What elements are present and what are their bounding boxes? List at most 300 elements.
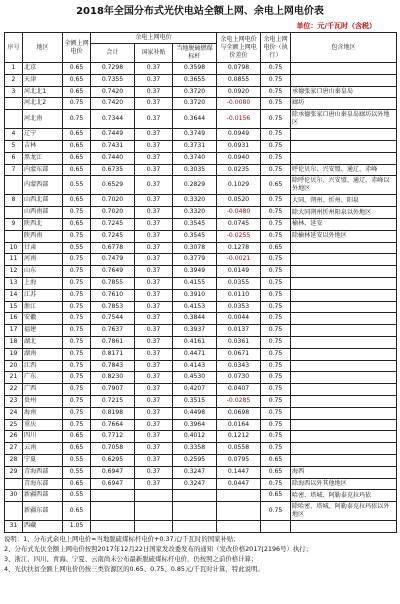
- cell-full-price: 0.65: [63, 195, 91, 207]
- cell-total: 0.7245: [91, 230, 135, 242]
- cell-seq: 29: [5, 466, 23, 478]
- cell-region: 安徽: [23, 313, 63, 325]
- cell-subsidy: 0.37: [135, 466, 173, 478]
- cell-total: 0.6778: [91, 242, 135, 254]
- cell-coal-price: 0.3515: [173, 395, 217, 407]
- note-1: 说明：1、分布式余电上网电价=当地脱硫煤标杆电价+0.37元/千瓦时的国家补贴；: [4, 534, 240, 543]
- cell-coal-price: 0.4498: [173, 407, 217, 419]
- cell-subsidy: 0.37: [135, 277, 173, 289]
- cell-subsidy: 0.37: [135, 443, 173, 455]
- cell-subsidy: 0.37: [135, 419, 173, 431]
- cell-total: 0.7712: [91, 431, 135, 443]
- cell-coal-price: 0.4471: [173, 348, 217, 360]
- cell-subsidy: 0.37: [135, 86, 173, 98]
- cell-subsidy: 0.37: [135, 140, 173, 152]
- cell-total: 0.7355: [91, 74, 135, 86]
- cell-scope: 廊坊: [291, 98, 397, 110]
- table-row: [5, 74, 397, 86]
- cell-coal-price: 0.4153: [173, 301, 217, 313]
- cell-subsidy: 0.37: [135, 176, 173, 195]
- table-row: [5, 254, 397, 266]
- cell-coal-price: 0.3078: [173, 242, 217, 254]
- cell-subsidy: 0.37: [135, 266, 173, 278]
- cell-seq: 25: [5, 419, 23, 431]
- cell-seq: 5: [5, 140, 23, 152]
- cell-class: 0.75: [261, 207, 291, 219]
- cell-coal-price: [173, 490, 217, 502]
- cell-class: 0.75: [261, 140, 291, 152]
- cell-seq: 18: [5, 336, 23, 348]
- cell-full-price: 0.75: [63, 407, 91, 419]
- cell-diff: 0.0855: [217, 74, 261, 86]
- cell-seq: [5, 110, 23, 129]
- cell-total: 0.6295: [91, 454, 135, 466]
- cell-total: 0.7637: [91, 325, 135, 337]
- cell-region: 吉林: [23, 140, 63, 152]
- cell-class: 0.75: [261, 431, 291, 443]
- cell-diff: 0.0353: [217, 301, 261, 313]
- cell-full-price: 0.65: [63, 129, 91, 141]
- cell-diff: 0.0110: [217, 289, 261, 301]
- cell-region: 辽宁: [23, 129, 63, 141]
- cell-diff: [217, 502, 261, 521]
- cell-seq: [5, 230, 23, 242]
- cell-full-price: 0.75: [63, 266, 91, 278]
- cell-scope: [291, 74, 397, 86]
- cell-diff: 0.0044: [217, 313, 261, 325]
- cell-class: 0.65: [261, 176, 291, 195]
- cell-diff: -0.0285: [217, 395, 261, 407]
- cell-full-price: 0.65: [63, 86, 91, 98]
- cell-scope: [291, 372, 397, 384]
- cell-seq: 3: [5, 86, 23, 98]
- cell-scope: [291, 301, 397, 313]
- cell-class: [261, 521, 291, 533]
- cell-full-price: 0.55: [63, 490, 91, 502]
- cell-subsidy: 0.37: [135, 230, 173, 242]
- cell-diff: 0.0745: [217, 218, 261, 230]
- cell-full-price: 0.65: [63, 218, 91, 230]
- cell-coal-price: 0.3358: [173, 443, 217, 455]
- cell-region: 新疆西部: [23, 490, 63, 502]
- cell-coal-price: 0.4530: [173, 372, 217, 384]
- table-row: [5, 98, 397, 110]
- table-row: [5, 230, 397, 242]
- cell-full-price: 0.75: [63, 289, 91, 301]
- cell-scope: [291, 419, 397, 431]
- cell-scope: [291, 521, 397, 533]
- cell-region: 广东: [23, 372, 63, 384]
- cell-coal-price: 0.3598: [173, 63, 217, 75]
- cell-diff: 0.0361: [217, 336, 261, 348]
- cell-seq: [5, 207, 23, 219]
- cell-seq: 4: [5, 129, 23, 141]
- cell-subsidy: 0.37: [135, 372, 173, 384]
- cell-class: 0.65: [261, 242, 291, 254]
- cell-diff: 0.0447: [217, 478, 261, 490]
- cell-total: 0.7440: [91, 152, 135, 164]
- cell-full-price: 0.75: [63, 301, 91, 313]
- cell-class: 0.75: [261, 129, 291, 141]
- cell-full-price: 0.75: [63, 395, 91, 407]
- cell-full-price: 0.65: [63, 502, 91, 521]
- cell-scope: 承德张家口唐山秦皇岛: [291, 86, 397, 98]
- cell-subsidy: 0.37: [135, 478, 173, 490]
- cell-seq: 27: [5, 443, 23, 455]
- cell-coal-price: 0.3720: [173, 86, 217, 98]
- cell-seq: [5, 502, 23, 521]
- cell-region: 河北南: [23, 110, 63, 129]
- cell-region: 山西南部: [23, 207, 63, 219]
- cell-class: 0.75: [261, 443, 291, 455]
- cell-subsidy: 0.37: [135, 74, 173, 86]
- cell-full-price: 0.75: [63, 372, 91, 384]
- table-header: [5, 33, 397, 63]
- table-row: [5, 140, 397, 152]
- cell-total: 0.6735: [91, 164, 135, 176]
- cell-seq: 12: [5, 266, 23, 278]
- cell-scope: 除哈密、塔城、阿勒泰克拉玛依以外地区: [291, 502, 397, 521]
- cell-coal-price: 0.3720: [173, 98, 217, 110]
- cell-seq: 9: [5, 218, 23, 230]
- cell-class: 0.75: [261, 86, 291, 98]
- cell-seq: 24: [5, 407, 23, 419]
- cell-region: 云南: [23, 443, 63, 455]
- cell-class: 0.75: [261, 348, 291, 360]
- cell-region: 浙江: [23, 301, 63, 313]
- cell-region: 陕西南: [23, 230, 63, 242]
- cell-seq: 26: [5, 431, 23, 443]
- cell-diff: 0.1447: [217, 466, 261, 478]
- cell-total: [91, 521, 135, 533]
- cell-diff: 0.0137: [217, 325, 261, 337]
- cell-seq: 30: [5, 490, 23, 502]
- table-row: [5, 384, 397, 396]
- header-surplus-group: 余电上网电价: [91, 33, 217, 44]
- cell-subsidy: 0.37: [135, 110, 173, 129]
- cell-scope: [291, 325, 397, 337]
- cell-full-price: 0.75: [63, 325, 91, 337]
- note-2: 2、分布式光伏全额上网电价按照2017年12月22日国家发改委发布的通知（发改价格2017[2196号）执行；: [4, 544, 313, 553]
- table-row: [5, 63, 397, 75]
- cell-coal-price: 0.3749: [173, 129, 217, 141]
- header-total: 合计: [91, 44, 135, 63]
- cell-class: 0.65: [261, 490, 291, 502]
- cell-diff: [217, 490, 261, 502]
- cell-total: 0.7058: [91, 443, 135, 455]
- cell-full-price: 0.75: [63, 313, 91, 325]
- cell-diff: 0.1278: [217, 242, 261, 254]
- cell-seq: 11: [5, 254, 23, 266]
- cell-scope: 除榆林延安以外地区: [291, 230, 397, 242]
- header-full-price: 全额上网电价: [63, 33, 91, 63]
- cell-class: 0.75: [261, 230, 291, 242]
- cell-total: 0.7420: [91, 86, 135, 98]
- table-row: [5, 195, 397, 207]
- table-row: [5, 419, 397, 431]
- cell-coal-price: 0.3644: [173, 110, 217, 129]
- cell-total: 0.7420: [91, 98, 135, 110]
- cell-total: 0.7853: [91, 301, 135, 313]
- header-scope: 包含地区: [291, 33, 397, 63]
- cell-total: 0.8171: [91, 348, 135, 360]
- cell-subsidy: 0.37: [135, 301, 173, 313]
- cell-class: 0.75: [261, 63, 291, 75]
- cell-full-price: 0.65: [63, 140, 91, 152]
- cell-seq: 23: [5, 395, 23, 407]
- cell-total: 0.7649: [91, 266, 135, 278]
- cell-total: [91, 490, 135, 502]
- table-row: [5, 164, 397, 176]
- table-row: [5, 313, 397, 325]
- cell-full-price: 0.75: [63, 98, 91, 110]
- cell-coal-price: 0.4161: [173, 336, 217, 348]
- header-subsidy: 国家补贴: [135, 44, 173, 63]
- cell-full-price: 0.75: [63, 230, 91, 242]
- cell-coal-price: 0.3247: [173, 466, 217, 478]
- cell-seq: 22: [5, 384, 23, 396]
- cell-coal-price: 0.3247: [173, 478, 217, 490]
- table-row: [5, 207, 397, 219]
- cell-coal-price: [173, 502, 217, 521]
- cell-coal-price: 0.3545: [173, 218, 217, 230]
- cell-class: 0.75: [261, 218, 291, 230]
- header-class: 余电上网电价（执行）: [261, 33, 291, 63]
- cell-total: 0.7479: [91, 254, 135, 266]
- cell-total: 0.6529: [91, 176, 135, 195]
- cell-full-price: 0.65: [63, 478, 91, 490]
- cell-subsidy: [135, 521, 173, 533]
- cell-scope: [291, 348, 397, 360]
- cell-region: 广西: [23, 384, 63, 396]
- cell-region: 青海西部: [23, 466, 63, 478]
- cell-subsidy: 0.37: [135, 325, 173, 337]
- cell-subsidy: 0.37: [135, 129, 173, 141]
- cell-subsidy: 0.37: [135, 407, 173, 419]
- cell-full-price: 0.75: [63, 207, 91, 219]
- header-region: 地区: [23, 33, 63, 63]
- cell-class: 0.75: [261, 266, 291, 278]
- cell-full-price: 0.55: [63, 242, 91, 254]
- cell-class: 0.75: [261, 313, 291, 325]
- cell-coal-price: 0.4012: [173, 431, 217, 443]
- cell-coal-price: 0.3545: [173, 230, 217, 242]
- cell-total: 0.7020: [91, 195, 135, 207]
- cell-seq: [5, 478, 23, 490]
- cell-subsidy: 0.37: [135, 164, 173, 176]
- cell-subsidy: 0.37: [135, 289, 173, 301]
- cell-total: 0.7215: [91, 395, 135, 407]
- cell-scope: 除承德张家口唐山秦皇岛廊坊以外地区: [291, 110, 397, 129]
- cell-subsidy: 0.37: [135, 98, 173, 110]
- cell-seq: 17: [5, 325, 23, 337]
- cell-full-price: 0.75: [63, 110, 91, 129]
- cell-subsidy: 0.37: [135, 195, 173, 207]
- cell-coal-price: 0.3655: [173, 74, 217, 86]
- table-row: [5, 289, 397, 301]
- cell-region: 内蒙西部: [23, 176, 63, 195]
- cell-region: 山西北部: [23, 195, 63, 207]
- cell-seq: 16: [5, 313, 23, 325]
- table-row: [5, 325, 397, 337]
- cell-total: 0.7861: [91, 336, 135, 348]
- cell-class: 0.75: [261, 395, 291, 407]
- cell-region: 江西: [23, 360, 63, 372]
- cell-diff: 0.0343: [217, 360, 261, 372]
- cell-subsidy: 0.37: [135, 242, 173, 254]
- cell-seq: 14: [5, 289, 23, 301]
- cell-region: 天津: [23, 74, 63, 86]
- cell-class: 0.75: [261, 289, 291, 301]
- cell-region: 河北北1: [23, 86, 63, 98]
- cell-scope: [291, 254, 397, 266]
- cell-total: 0.7298: [91, 63, 135, 75]
- cell-subsidy: 0.37: [135, 152, 173, 164]
- table-row: [5, 454, 397, 466]
- cell-seq: 21: [5, 372, 23, 384]
- cell-scope: 除海西以外其他地区: [291, 478, 397, 490]
- cell-scope: 大同、朔州、忻州、阳泉: [291, 195, 397, 207]
- cell-total: 0.6947: [91, 478, 135, 490]
- document: [4, 4, 396, 574]
- cell-diff: -0.0080: [217, 98, 261, 110]
- cell-total: 0.7907: [91, 384, 135, 396]
- cell-scope: [291, 431, 397, 443]
- cell-subsidy: 0.37: [135, 395, 173, 407]
- header-diff: 余电上网电价与全额上网电价差价: [217, 33, 261, 63]
- cell-seq: [5, 176, 23, 195]
- cell-class: 0.75: [261, 301, 291, 313]
- cell-class: 0.75: [261, 478, 291, 490]
- header-seq: 序号: [5, 33, 23, 63]
- cell-total: 0.8230: [91, 372, 135, 384]
- cell-diff: 0.0407: [217, 384, 261, 396]
- cell-region: 西藏: [23, 521, 63, 533]
- cell-full-price: 0.65: [63, 431, 91, 443]
- cell-total: 0.7843: [91, 360, 135, 372]
- cell-diff: -0.0021: [217, 254, 261, 266]
- cell-region: 上海: [23, 277, 63, 289]
- cell-subsidy: 0.37: [135, 454, 173, 466]
- cell-region: 贵州: [23, 395, 63, 407]
- table-row: [5, 360, 397, 372]
- cell-region: 四川: [23, 431, 63, 443]
- cell-region: 福建: [23, 325, 63, 337]
- cell-full-price: 0.55: [63, 454, 91, 466]
- cell-class: 0.75: [261, 325, 291, 337]
- cell-diff: 0.0520: [217, 195, 261, 207]
- cell-seq: 6: [5, 152, 23, 164]
- table-row: [5, 466, 397, 478]
- cell-class: 0.65: [261, 454, 291, 466]
- cell-full-price: 0.55: [63, 176, 91, 195]
- cell-subsidy: 0.37: [135, 431, 173, 443]
- cell-diff: 0.1029: [217, 176, 261, 195]
- table-row: [5, 152, 397, 164]
- cell-class: 0.75: [261, 195, 291, 207]
- cell-class: 0.75: [261, 164, 291, 176]
- cell-total: 0.7344: [91, 110, 135, 129]
- table-row: [5, 277, 397, 289]
- cell-class: 0.75: [261, 372, 291, 384]
- cell-seq: 1: [5, 63, 23, 75]
- cell-full-price: 1.05: [63, 521, 91, 533]
- table-row: [5, 242, 397, 254]
- cell-scope: 除呼伦贝尔、兴安盟、通辽、赤峰以外地区: [291, 176, 397, 195]
- cell-subsidy: 0.37: [135, 313, 173, 325]
- cell-full-price: 0.75: [63, 419, 91, 431]
- table-row: [5, 502, 397, 521]
- cell-full-price: 0.55: [63, 466, 91, 478]
- cell-region: 甘肃: [23, 242, 63, 254]
- cell-coal-price: [173, 521, 217, 533]
- cell-class: 0.75: [261, 74, 291, 86]
- table-row: [5, 336, 397, 348]
- cell-seq: 8: [5, 195, 23, 207]
- cell-class: 0.65: [261, 466, 291, 478]
- cell-total: 0.8198: [91, 407, 135, 419]
- cell-subsidy: 0.37: [135, 63, 173, 75]
- cell-full-price: 0.75: [63, 384, 91, 396]
- cell-seq: 31: [5, 521, 23, 533]
- cell-class: 0.75: [261, 110, 291, 129]
- unit-label: 单位：元/千瓦时（含税）: [296, 22, 376, 30]
- cell-scope: [291, 152, 397, 164]
- cell-scope: [291, 384, 397, 396]
- cell-region: 重庆: [23, 419, 63, 431]
- cell-coal-price: 0.4155: [173, 277, 217, 289]
- table-row: [5, 110, 397, 129]
- cell-region: 内蒙东部: [23, 164, 63, 176]
- cell-subsidy: 0.37: [135, 336, 173, 348]
- cell-diff: 0.0164: [217, 419, 261, 431]
- cell-scope: 海西: [291, 466, 397, 478]
- table-row: [5, 521, 397, 533]
- cell-region: 海南: [23, 407, 63, 419]
- table-row: [5, 218, 397, 230]
- cell-coal-price: 0.3949: [173, 266, 217, 278]
- table-row: [5, 266, 397, 278]
- cell-coal-price: 0.2595: [173, 454, 217, 466]
- table-body: [5, 63, 397, 533]
- cell-subsidy: 0.37: [135, 207, 173, 219]
- cell-scope: 榆林、延安: [291, 218, 397, 230]
- cell-scope: [291, 140, 397, 152]
- cell-diff: 0.0798: [217, 63, 261, 75]
- cell-diff: 0.0235: [217, 164, 261, 176]
- cell-full-price: 0.75: [63, 254, 91, 266]
- cell-subsidy: [135, 490, 173, 502]
- cell-region: 黑龙江: [23, 152, 63, 164]
- cell-total: 0.7610: [91, 289, 135, 301]
- cell-class: 0.75: [261, 502, 291, 521]
- cell-total: 0.7245: [91, 218, 135, 230]
- cell-diff: 0.0558: [217, 443, 261, 455]
- cell-total: 0.7664: [91, 419, 135, 431]
- table-row: [5, 395, 397, 407]
- cell-region: 新疆东部: [23, 502, 63, 521]
- cell-class: 0.75: [261, 254, 291, 266]
- cell-diff: -0.0255: [217, 230, 261, 242]
- cell-coal-price: 0.3731: [173, 140, 217, 152]
- cell-scope: [291, 454, 397, 466]
- cell-seq: 2: [5, 74, 23, 86]
- header-coal-price: 当地脱硫燃煤标杆: [173, 44, 217, 63]
- cell-seq: 15: [5, 301, 23, 313]
- cell-seq: [5, 98, 23, 110]
- cell-total: 0.7855: [91, 277, 135, 289]
- cell-class: 0.75: [261, 360, 291, 372]
